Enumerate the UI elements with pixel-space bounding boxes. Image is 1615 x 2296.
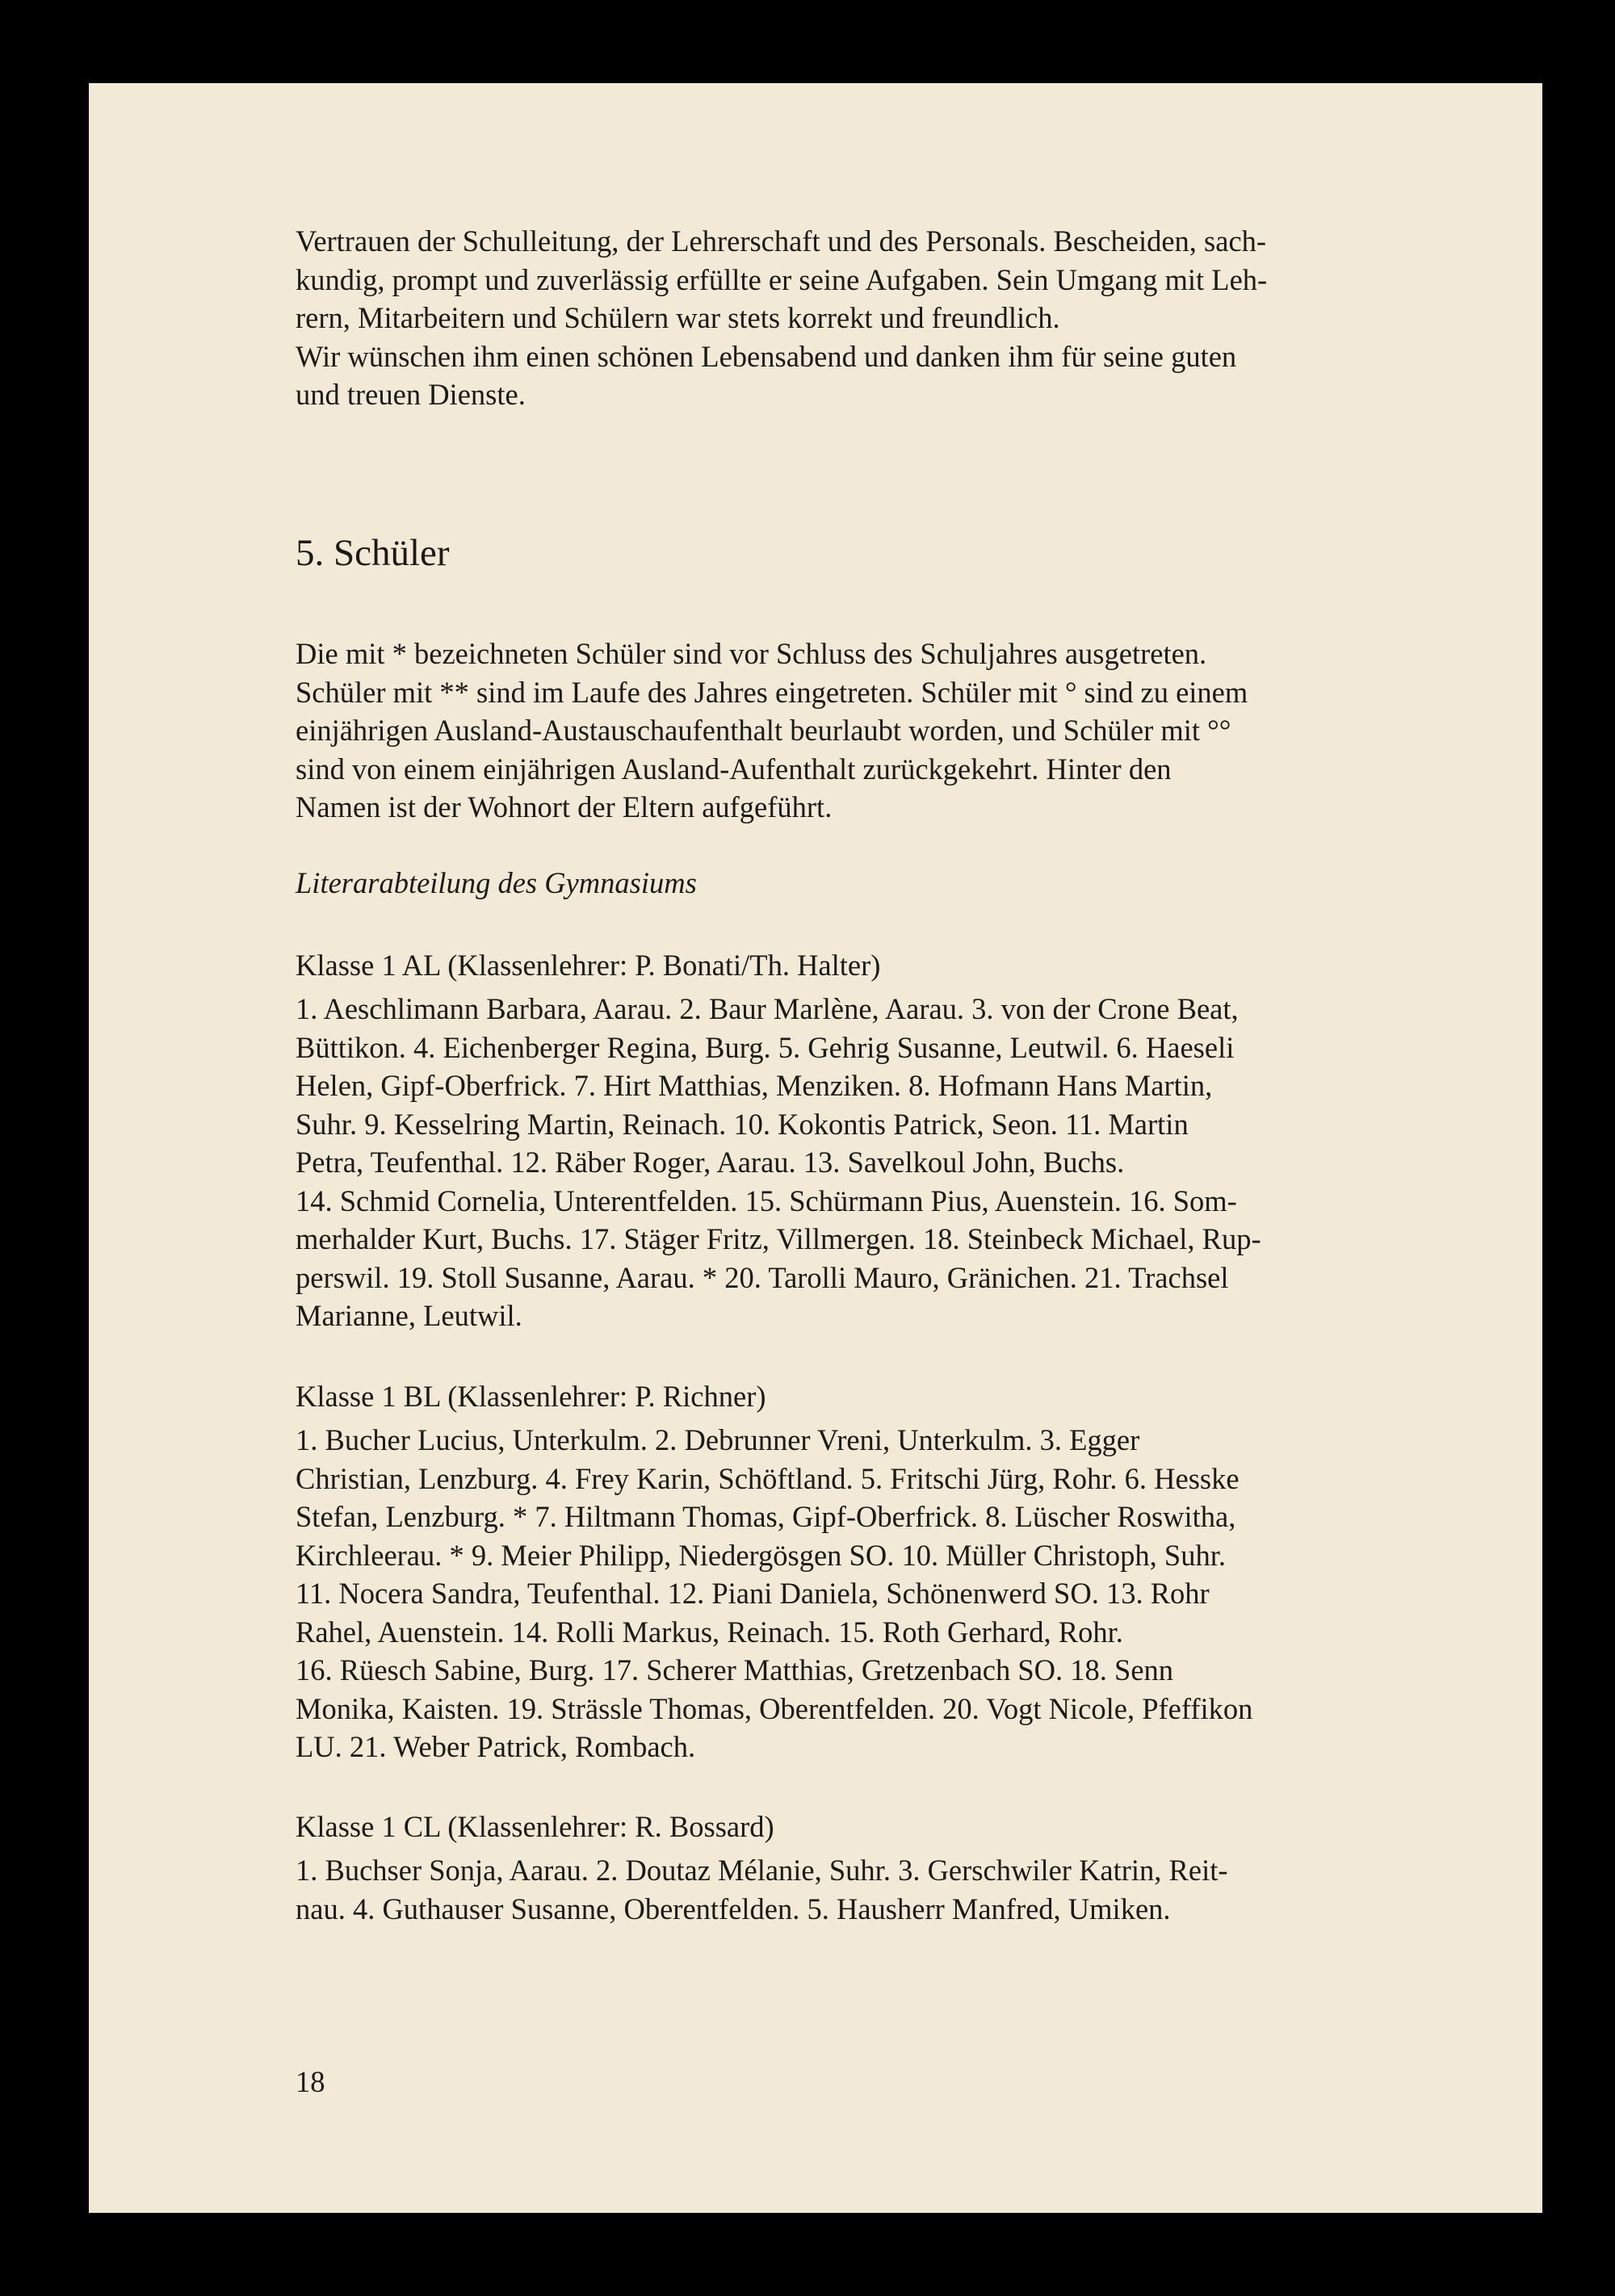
roster-line: Helen, Gipf-Oberfrick. 7. Hirt Matthias, Menziken. 8. Hofmann Hans Martin, — [296, 1069, 1213, 1102]
intro-line: Vertrauen der Schulleitung, der Lehrerschaft und des Personals. Bescheiden, sach- — [296, 224, 1267, 258]
notice-line: Schüler mit ** sind im Laufe des Jahres eingetreten. Schüler mit ° sind zu einem — [296, 675, 1248, 709]
section-notice — [296, 635, 1551, 827]
class-heading-1al: Klasse 1 AL (Klassenlehrer: P. Bonati/Th. Halter) — [296, 949, 881, 982]
roster-line: 1. Bucher Lucius, Unterkulm. 2. Debrunner Vreni, Unterkulm. 3. Egger — [296, 1423, 1140, 1456]
roster-line: 1. Buchser Sonja, Aarau. 2. Doutaz Mélanie, Suhr. 3. Gerschwiler Katrin, Reit- — [296, 1854, 1228, 1887]
roster-line: Monika, Kaisten. 19. Strässle Thomas, Oberentfelden. 20. Vogt Nicole, Pfeffikon — [296, 1691, 1253, 1725]
roster-line: perswil. 19. Stoll Susanne, Aarau. * 20. Tarolli Mauro, Gränichen. 21. Trachsel — [296, 1260, 1229, 1294]
class-heading-1bl: Klasse 1 BL (Klassenlehrer: P. Richner) — [296, 1380, 766, 1413]
department-title: Literarabteilung des Gymnasiums — [296, 866, 697, 899]
notice-line: sind von einem einjährigen Ausland-Aufenthalt zurückgekehrt. Hinter den — [296, 752, 1172, 786]
class-roster-1bl — [296, 1421, 1551, 1766]
roster-line: Marianne, Leutwil. — [296, 1299, 522, 1332]
notice-line: einjährigen Ausland-Austauschaufenthalt beurlaubt worden, und Schüler mit °° — [296, 714, 1231, 747]
roster-line: 16. Rüesch Sabine, Burg. 17. Scherer Matthias, Gretzenbach SO. 18. Senn — [296, 1653, 1174, 1686]
roster-line: Suhr. 9. Kesselring Martin, Reinach. 10. Kokontis Patrick, Seon. 11. Martin — [296, 1107, 1189, 1141]
class-roster-1al — [296, 990, 1551, 1335]
roster-line: 11. Nocera Sandra, Teufenthal. 12. Piani Daniela, Schönenwerd SO. 13. Rohr — [296, 1577, 1210, 1610]
notice-line: Die mit * bezeichneten Schüler sind vor Schluss des Schuljahres ausgetreten. — [296, 637, 1207, 670]
roster-line: Petra, Teufenthal. 12. Räber Roger, Aarau. 13. Savelkoul John, Buchs. — [296, 1146, 1125, 1179]
document-page — [89, 83, 1542, 2213]
roster-line: merhalder Kurt, Buchs. 17. Stäger Fritz, Villmergen. 18. Steinbeck Michael, Rup- — [296, 1222, 1261, 1255]
roster-line: Kirchleerau. * 9. Meier Philipp, Niedergösgen SO. 10. Müller Christoph, Suhr. — [296, 1538, 1226, 1572]
intro-line: kundig, prompt und zuverlässig erfüllte er seine Aufgaben. Sein Umgang mit Leh- — [296, 262, 1268, 296]
roster-line: 14. Schmid Cornelia, Unterentfelden. 15. Schürmann Pius, Auenstein. 16. Som- — [296, 1184, 1237, 1217]
intro-line: und treuen Dienste. — [296, 378, 526, 411]
roster-line: Rahel, Auenstein. 14. Rolli Markus, Reinach. 15. Roth Gerhard, Rohr. — [296, 1615, 1123, 1649]
notice-line: Namen ist der Wohnort der Eltern aufgeführt. — [296, 790, 833, 823]
roster-line: nau. 4. Guthauser Susanne, Oberentfelden. 5. Hausherr Manfred, Umiken. — [296, 1892, 1171, 1925]
intro-paragraph — [296, 222, 1551, 414]
class-roster-1cl — [296, 1851, 1551, 1928]
class-heading-1cl: Klasse 1 CL (Klassenlehrer: R. Bossard) — [296, 1810, 774, 1843]
intro-line: rern, Mitarbeitern und Schülern war stets korrekt und freundlich. — [296, 301, 1060, 334]
page-number: 18 — [296, 2065, 325, 2098]
intro-line: Wir wünschen ihm einen schönen Lebensabend und danken ihm für seine guten — [296, 339, 1237, 373]
section-heading: 5. Schüler — [296, 532, 450, 574]
roster-line: 1. Aeschlimann Barbara, Aarau. 2. Baur Marlène, Aarau. 3. von der Crone Beat, — [296, 992, 1239, 1025]
roster-line: Christian, Lenzburg. 4. Frey Karin, Schöftland. 5. Fritschi Jürg, Rohr. 6. Hesske — [296, 1461, 1240, 1495]
roster-line: Stefan, Lenzburg. * 7. Hiltmann Thomas, Gipf-Oberfrick. 8. Lüscher Roswitha, — [296, 1500, 1236, 1533]
roster-line: LU. 21. Weber Patrick, Rombach. — [296, 1730, 696, 1763]
roster-line: Büttikon. 4. Eichenberger Regina, Burg. 5. Gehrig Susanne, Leutwil. 6. Haeseli — [296, 1030, 1235, 1064]
